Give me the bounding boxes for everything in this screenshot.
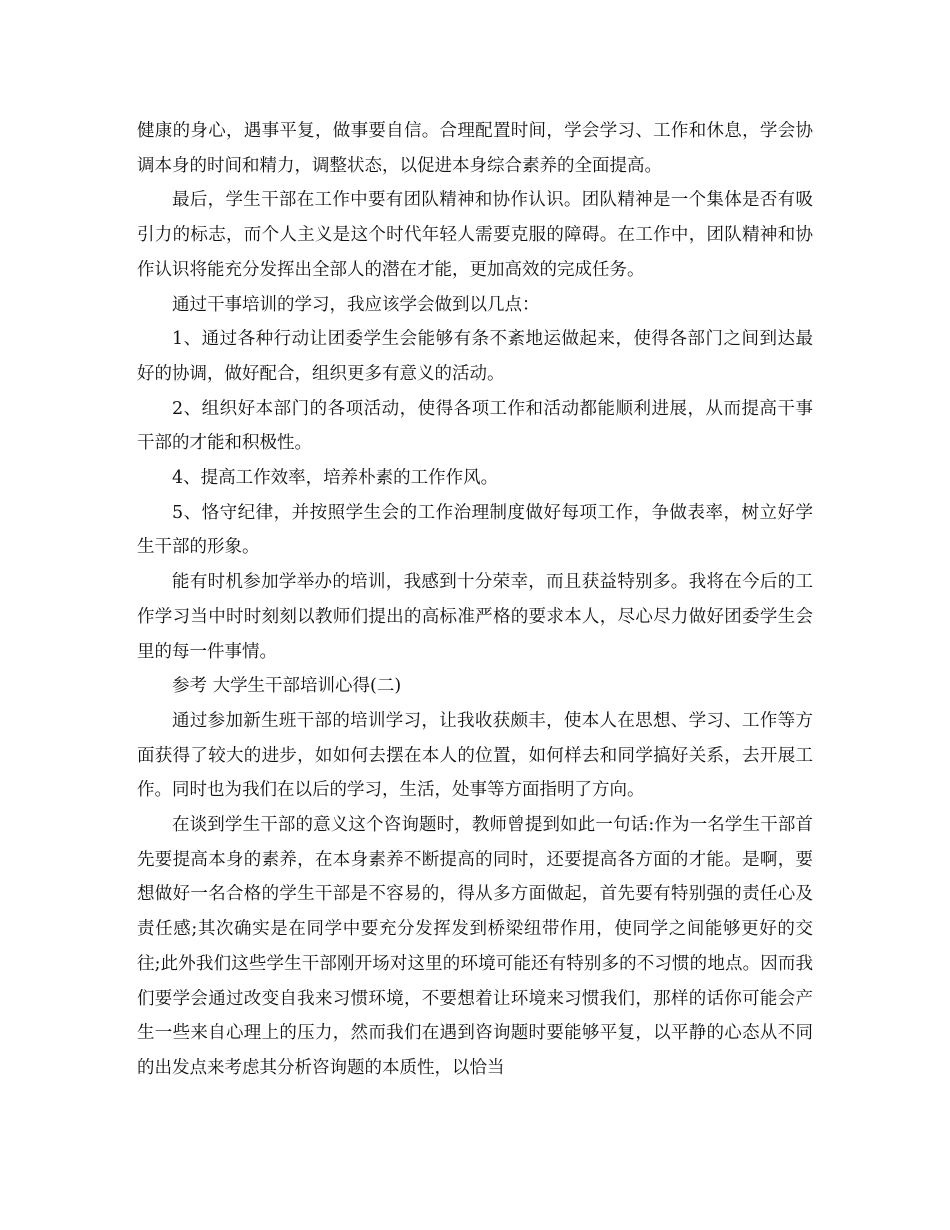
document-body (137, 114, 813, 1086)
paragraph-1: 健康的身心，遇事平复，做事要自信。合理配置时间，学会学习、工作和休息，学会协调本身的时间和精力，调整状态，以促进本身综合素养的全面提高。 (137, 121, 813, 176)
paragraph-2: 最后，学生干部在工作中要有团队精神和协作认识。团队精神是一个集体是否有吸引力的标志，而个人主义是这个时代年轻人需要克服的障碍。在工作中，团队精神和协作认识将能充分发挥出全部人的潜在才能，更加高效的完成任务。 (137, 190, 813, 280)
paragraph-section2-body: 在谈到学生干部的意义这个咨询题时，教师曾提到如此一句话:作为一名学生干部首先要提高本身的素养，在本身素养不断提高的同时，还要提高各方面的才能。是啊，要想做好一名合格的学生干部是不容易的，得从多方面做起，首先要有特别强的责任心及责任感;其次确实是在同学中要充分发挥发到桥梁纽带作用，使同学之间能够更好的交往;此外我们这些学生干部刚开场对这里的环境可能还有特别多的不习惯的地点。因而我们要学会通过改变自我来习惯环境，不要想着让环境来习惯我们，那样的话你可能会产生一些来自心理上的压力，然而我们在遇到咨询题时要能够平复，以平静的心态从不同的出发点来考虑其分析咨询题的本质性，以恰当 (137, 815, 813, 1078)
paragraph-section2-intro: 通过参加新生班干部的培训学习，让我收获颇丰，使本人在思想、学习、工作等方面获得了较大的进步，如如何去摆在本人的位置，如何样去和同学搞好关系，去开展工作。同时也为我们在以后的学习，生活，处事等方面指明了方向。 (137, 710, 813, 801)
list-item-2: 2、组织好本部门的各项活动，使得各项工作和活动都能顺利进展，从而提高干事干部的才能和积极性。 (137, 398, 813, 454)
section-heading: 参考 大学生干部培训心得(二) (172, 676, 402, 697)
list-item-5: 5、恪守纪律，并按照学生会的工作治理制度做好每项工作，争做表率，树立好学生干部的形象。 (137, 502, 813, 558)
list-item-1: 1、通过各种行动让团委学生会能够有条不紊地运做起来，使得各部门之间到达最好的协调，做好配合，组织更多有意义的活动。 (137, 329, 813, 384)
list-item-4: 4、提高工作效率，培养朴素的工作作风。 (172, 468, 499, 489)
paragraph-3: 通过干事培训的学习，我应该学会做到以几点： (172, 294, 540, 315)
paragraph-closing: 能有时机参加学举办的培训，我感到十分荣幸，而且获益特别多。我将在今后的工作学习当中时时刻刻以教师们提出的高标准严格的要求本人，尽心尽力做好团委学生会里的每一件事情。 (137, 572, 813, 662)
